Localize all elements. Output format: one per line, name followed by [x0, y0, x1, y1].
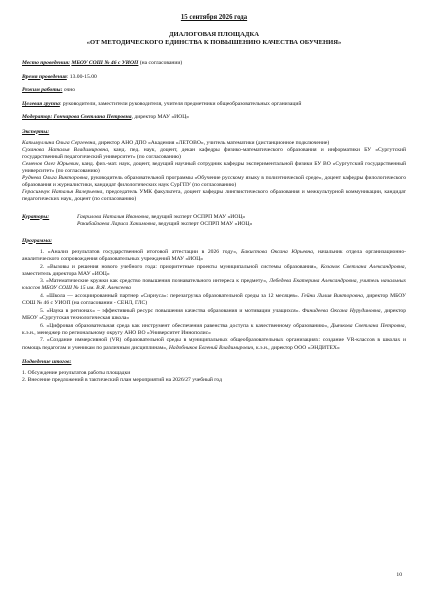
moderator-role: , директор МАУ «ИОЦ» [131, 114, 190, 121]
program-topic: 7. «Создание иммерсивной (VR) образовательной среды в муниципальных общеобразовательных организациях: создание VR-классов в школах и помощь педагогам и ученикам по различным дисциплинам», [22, 337, 406, 351]
expert-text: , канд. физ.-мат. наук, доцент, ведущий научный сотрудник кафедры экспериментальной физики БУ ВО «Сургутский государственный университет» (по согласованию) [22, 160, 406, 175]
results-item: 1. Обсуждение результатов работы площадки [22, 369, 131, 376]
curators-label-spacer [22, 221, 77, 228]
expert-name: Семенов Олег Юрьевич [22, 160, 79, 167]
moderator-name: Гончарова Светлана Петровна [52, 114, 132, 121]
program-speaker: Гейни Лилия Викторовна [301, 293, 363, 300]
mode-value: очно [62, 87, 76, 94]
curators-label: Кураторы: [22, 213, 50, 220]
curator-entry [77, 214, 245, 221]
title-line-1: ДИАЛОГОВАЯ ПЛОЩАДКА [168, 31, 260, 39]
program-topic: 2. «Вызовы и решения нового учебного года: приоритетные проекты муниципальной системы образования», [40, 263, 321, 270]
program-speaker-role: , директор МБОУ СОШ № 46 с УИОП (на согласовании - СЕНЛ, ГЛС) [22, 293, 406, 307]
place-note: (на согласовании) [138, 60, 183, 67]
curator-name: Гаврилова Наталия Ивановна [77, 213, 149, 220]
program-speaker: Козачок Светлана Александровна [320, 263, 405, 270]
program-topic: 6. «Цифровая образовательная среда как инструмент обеспечения равенства доступа к качественному образованию», [40, 322, 331, 329]
program-item [22, 278, 406, 292]
curator-row [22, 214, 406, 221]
target-label: Целевая группа [22, 100, 60, 107]
meta-place [22, 60, 406, 67]
event-title [22, 31, 406, 47]
place-value: МБОУ СОШ № 46 с УИОП [71, 60, 139, 67]
program-speaker-role: , к.э.н., менеджер по региональному округу АНО ВО «Университет Иннополис» [22, 322, 406, 336]
page-number: 10 [396, 572, 402, 578]
target-value: : руководители, заместители руководителя, учителя предметники общеобразовательных организаций [59, 100, 302, 107]
program-speaker: Дьячкова Светлана Петровна [330, 322, 405, 329]
expert-name: Герасимчук Наталья Валерьевна [22, 189, 103, 196]
program-speaker: Финидеева Оксана Нурудиновна, [302, 307, 382, 314]
event-date: 15 сентября 2026 года [180, 14, 248, 21]
expert-item [22, 175, 406, 189]
results-item: 2. Внесение предложений в тактический план мероприятий на 2026/27 учебный год [22, 376, 222, 383]
results-heading: Подведение итогов: [22, 358, 72, 365]
program-speaker: Бакистова Оксана Юрьевна [241, 248, 313, 255]
expert-text: , директор АНО ДПО «Академия «ЛЕТОВО», учитель математики (дистанционное подключение) [95, 139, 330, 146]
program-heading: Программа: [22, 237, 52, 244]
program-speaker: Лебедева Екатерина Александровна, учитель начальных классов МБОУ СОШ № 15 им. В.Я. Алексеева [22, 278, 406, 292]
meta-moderator [22, 114, 406, 121]
expert-text: , канд. пед. наук, доцент, декан кафедры физико-математического образования и информатики БУ «Сургутский государственный педагогический университет» (по согласованию) [22, 146, 406, 160]
curator-role: , ведущий эксперт ОСПРП МАУ «ИОЦ» [148, 213, 246, 220]
expert-name: Капымуллина Ольга Сергеевна [22, 139, 96, 146]
title-line-2: «ОТ МЕТОДИЧЕСКОГО ЕДИНСТВА К ПОВЫШЕНИЮ КАЧЕСТВА ОБУЧЕНИЯ» [86, 39, 342, 47]
curator-row [22, 221, 406, 228]
program-topic: 1. «Анализ результатов государственной итоговой аттестации в 2026 году», [40, 248, 242, 255]
curator-name: Ракибайзаева Лариса Хакимовна [77, 220, 156, 227]
program-item [22, 308, 406, 322]
page-content [22, 14, 406, 384]
expert-item [22, 147, 406, 161]
expert-item [22, 189, 406, 203]
expert-name: Суханова Наталья Владимировна [22, 146, 108, 153]
program-item [22, 293, 406, 307]
experts-heading: Эксперты: [22, 128, 50, 135]
program-speaker-role: , заместитель директора МАУ «ИОЦ» [22, 263, 406, 277]
program-topic: 3. «Математические кружки как средство повышения познавательного интереса к предмету», [40, 278, 270, 285]
program-topic: 5. «Наука в регионах» – эффективный ресурс повышения качества образования и мотивации учащихся». [40, 307, 303, 314]
curator-role: , ведущий эксперт ОСПРП МАУ «ИОЦ» [155, 220, 253, 227]
expert-text: , руководитель образовательной программы «Обучение русскому языку в полиэтнической среде», доцент кафедры филологического образования и журналистики, кандидат филологических наук СурГПУ (по согласованию) [22, 175, 406, 189]
moderator-label: Модератор: [22, 114, 53, 121]
program-speaker: Надобников Евгений Владимирович [168, 344, 254, 351]
program-item [22, 337, 406, 351]
program-speaker-role: , начальник отдела организационно-аналитического сопровождения образовательных учреждений МАУ «ИОЦ» [22, 248, 407, 262]
program-item [22, 323, 406, 337]
expert-item [22, 161, 406, 175]
program-item [22, 264, 406, 278]
expert-item [22, 140, 406, 147]
curator-entry [77, 221, 252, 228]
meta-time [22, 74, 406, 81]
meta-mode [22, 87, 406, 94]
time-value: : 13.00-15.00 [66, 73, 97, 80]
mode-label: Режим работы: [22, 87, 63, 94]
program-speaker-role: , к.э.н., директор ООО «ЭНДИТЕХ» [253, 344, 340, 351]
expert-name: Руднева Ольга Викторовна [22, 175, 88, 182]
place-label: Место проведения: [22, 60, 70, 67]
program-topic: 4. «Школа — ассоциированный партнер «Сириуса»: перезагрузка образовательной среды за 12 месяцев». [40, 293, 302, 300]
curators-block [22, 214, 406, 228]
time-label: Время проведения [22, 73, 67, 80]
program-speaker-role: директор МБОУ «Сургутская технологическая школа» [22, 307, 406, 321]
program-item [22, 249, 406, 263]
expert-text: , председатель УМК факультета, доцент кафедры лингвистического образования и межкультурной коммуникации, кандидат педагогических наук, доцент (по согласованию) [22, 189, 406, 203]
meta-target [22, 101, 406, 108]
